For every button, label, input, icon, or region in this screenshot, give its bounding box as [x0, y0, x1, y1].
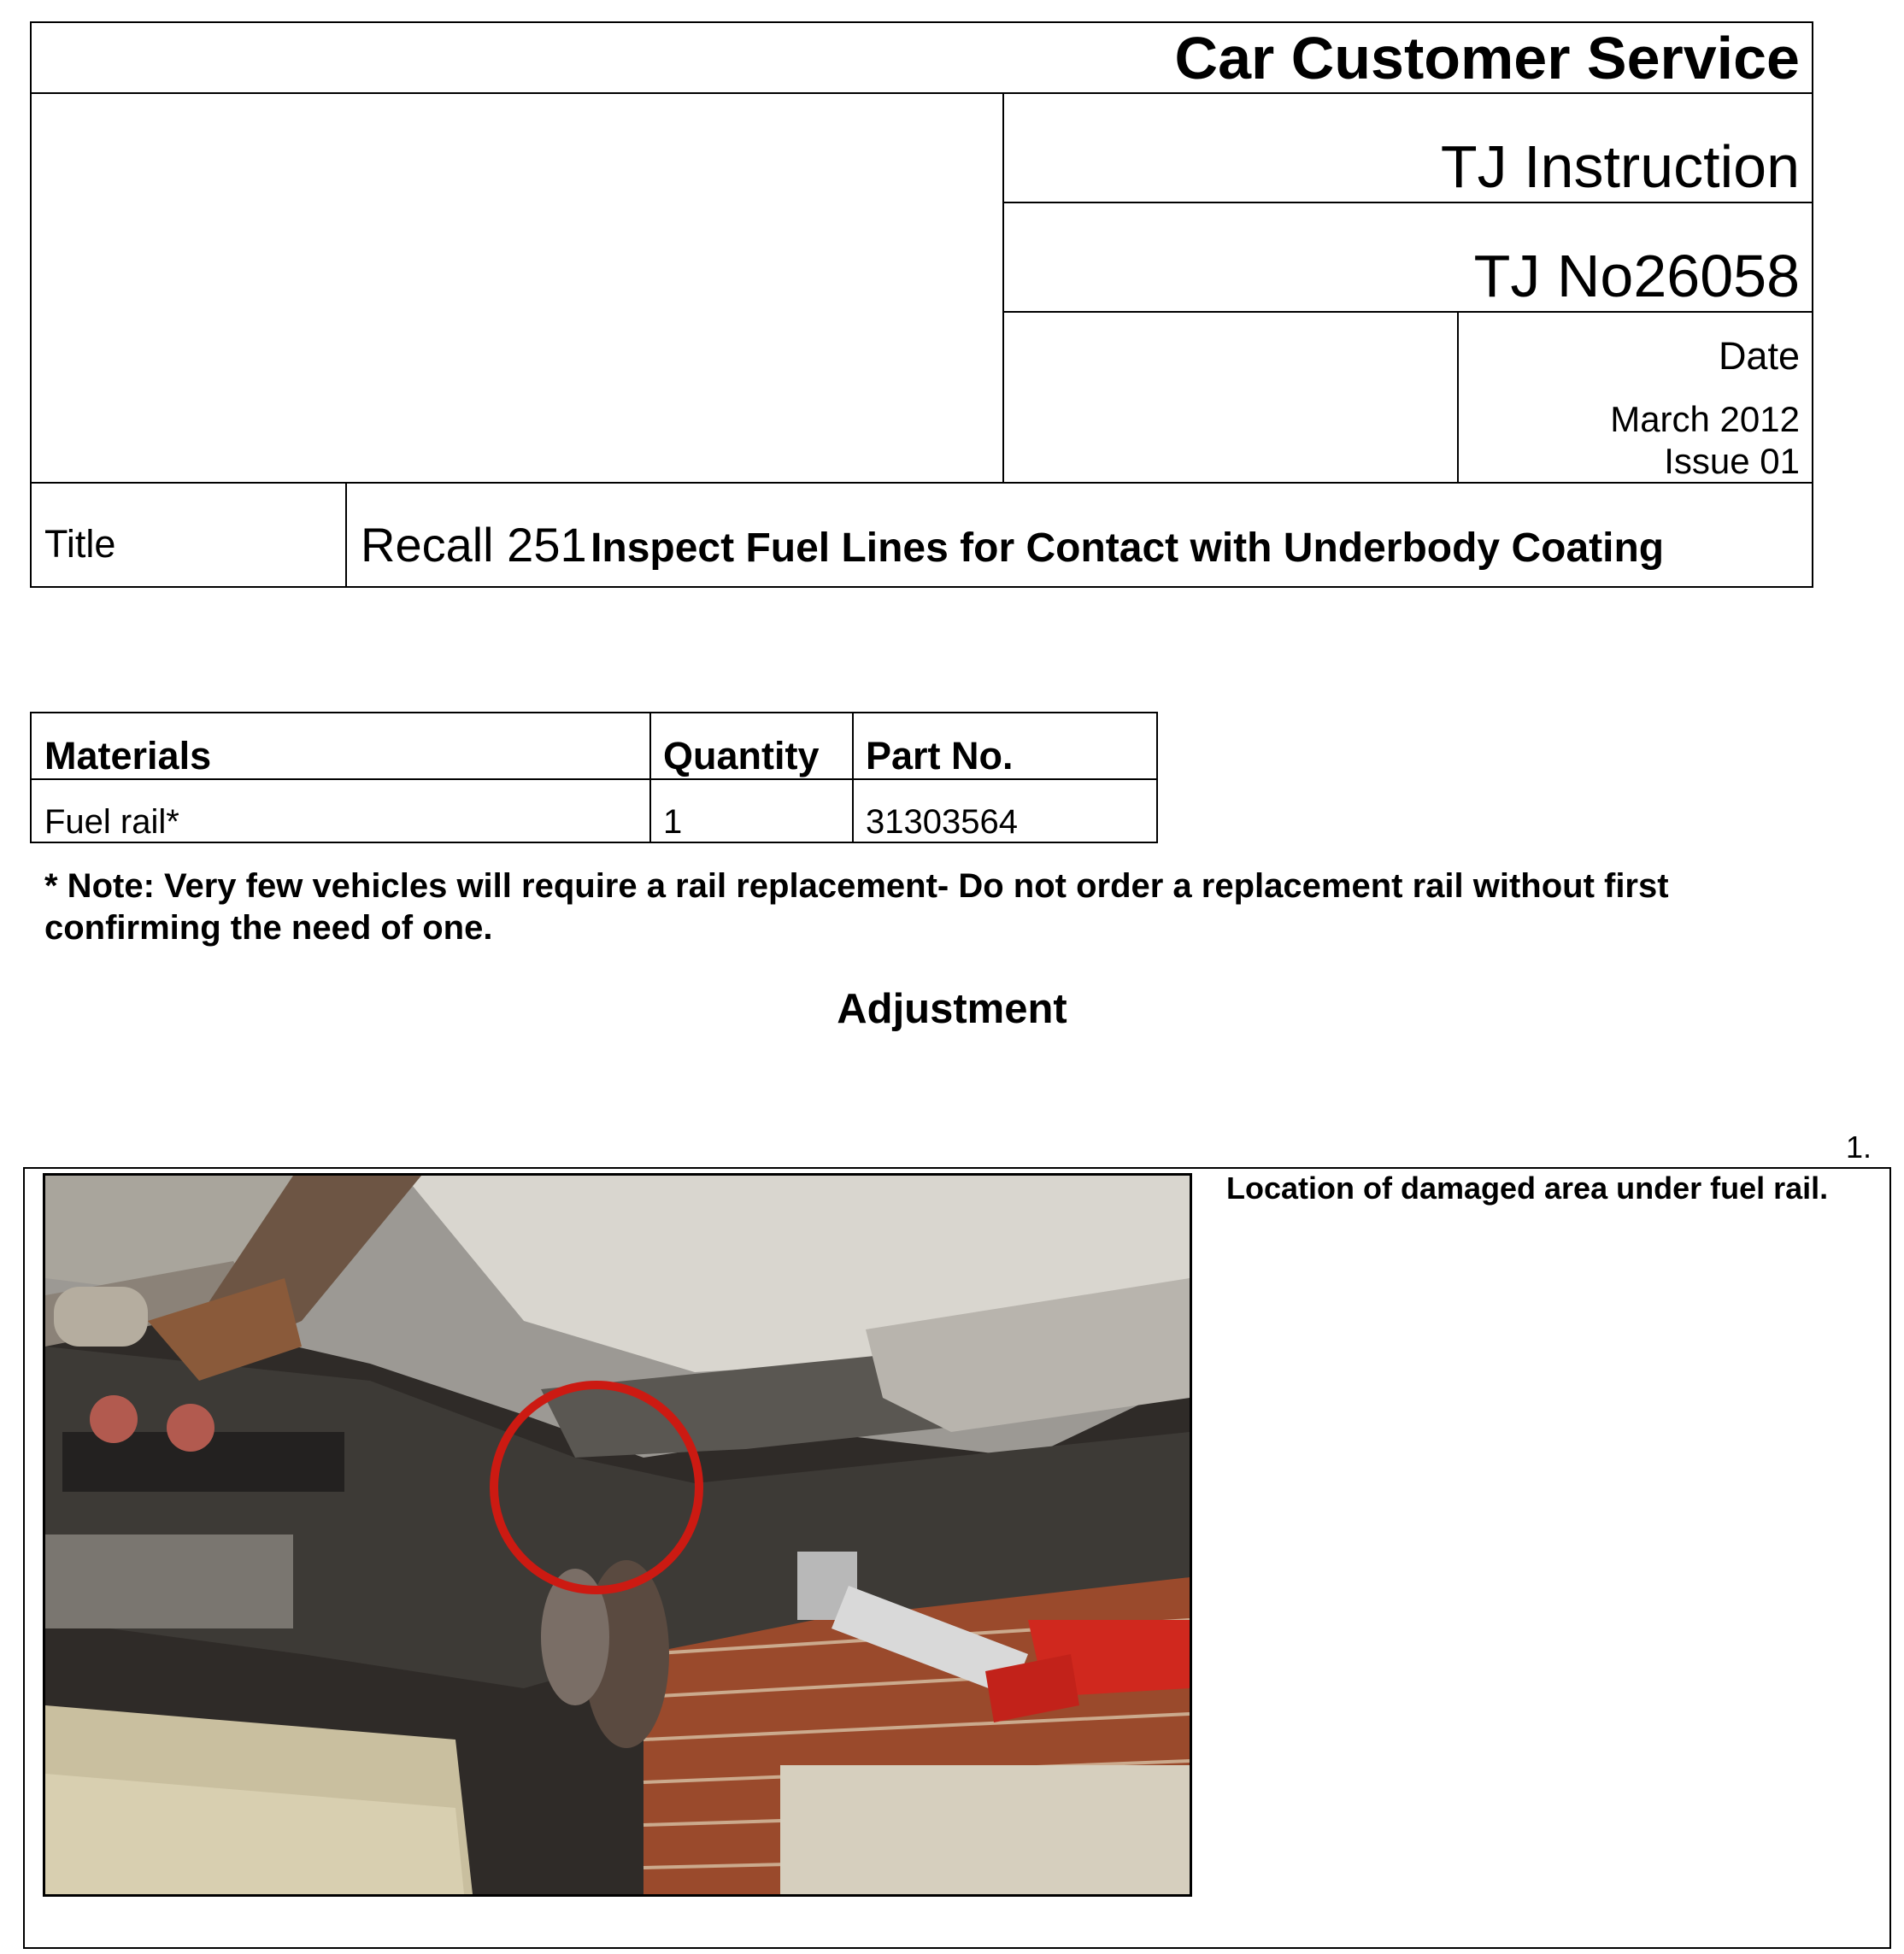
- replacement-note: * Note: Very few vehicles will require a rail replacement- Do not order a replacement rail without first confirming the need of one.: [44, 867, 1669, 947]
- column-header-part-no: Part No.: [866, 734, 1014, 777]
- table-cell-material: Fuel rail*: [44, 803, 179, 841]
- header-vertical-divider: [1457, 311, 1459, 483]
- step-caption: Location of damaged area under fuel rail.: [1226, 1171, 1829, 1206]
- recall-number: Recall 251: [361, 518, 587, 572]
- table-column-divider: [852, 712, 854, 843]
- table-cell-quantity: 1: [663, 803, 683, 841]
- underbody-photo: [43, 1173, 1192, 1897]
- title-label: Title: [44, 522, 116, 566]
- column-header-quantity: Quantity: [663, 734, 820, 777]
- column-header-materials: Materials: [44, 734, 212, 777]
- recall-title: Inspect Fuel Lines for Contact with Underbody Coating: [591, 525, 1665, 571]
- issue-value: Issue 01: [1664, 441, 1800, 481]
- header-divider: [1002, 311, 1813, 313]
- document-title: [361, 517, 1664, 586]
- header-divider: [1002, 202, 1813, 203]
- step-number: 1.: [1845, 1130, 1872, 1165]
- header-vertical-divider: [1002, 92, 1004, 483]
- table-column-divider: [649, 712, 651, 843]
- header-divider: [30, 92, 1813, 94]
- document-type: TJ Instruction: [1440, 133, 1800, 200]
- header-divider: [30, 482, 1813, 484]
- company-name: Car Customer Service: [1174, 25, 1800, 91]
- section-heading: Adjustment: [837, 986, 1067, 1032]
- title-divider: [345, 482, 347, 588]
- date-value: March 2012: [1610, 399, 1800, 439]
- table-cell-part-no: 31303564: [866, 803, 1018, 841]
- date-label: Date: [1718, 334, 1800, 378]
- document-number: TJ No26058: [1473, 243, 1800, 309]
- underbody-photo-illustration: [45, 1176, 1190, 1894]
